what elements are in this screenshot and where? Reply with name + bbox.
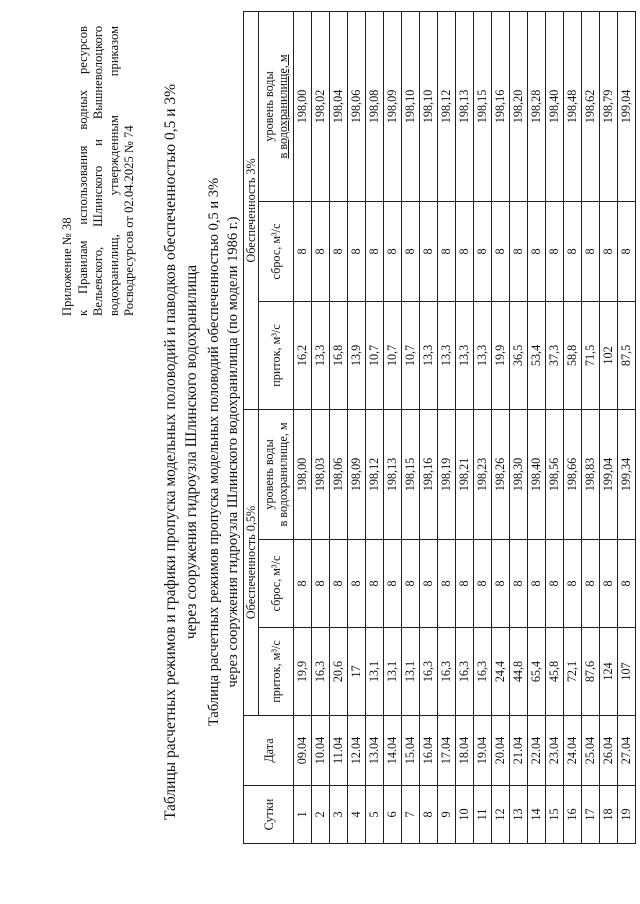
cell-inflow-05: 16,3: [420, 628, 438, 716]
table-row: [348, 11, 366, 843]
cell-inflow-3: 13,3: [438, 301, 456, 409]
cell-discharge-3: 8: [330, 201, 348, 301]
header-date: Дата: [244, 716, 294, 786]
cell-day: 2: [312, 786, 330, 844]
cell-inflow-3: 58,8: [564, 301, 582, 409]
cell-level-05: 198,03: [312, 409, 330, 539]
cell-level-05: 198,56: [546, 409, 564, 539]
cell-date: 26.04: [600, 716, 618, 786]
cell-discharge-3: 8: [474, 201, 492, 301]
cell-discharge-05: 8: [582, 540, 600, 628]
header-discharge: сброс, м³/с: [259, 201, 294, 301]
cell-inflow-3: 13,9: [348, 301, 366, 409]
caption-line: через сооружения гидроузла Шлинского водохранилища (по модели 1986 г.): [225, 216, 241, 688]
table-row: [474, 11, 492, 843]
cell-level-3: 199,04: [618, 11, 636, 201]
header-inflow: приток, м³/с: [259, 628, 294, 716]
cell-inflow-3: 87,5: [618, 301, 636, 409]
cell-level-3: 198,12: [438, 11, 456, 201]
header-water-level: [259, 11, 294, 201]
table-row: [618, 11, 636, 843]
cell-inflow-3: 10,7: [384, 301, 402, 409]
appendix-line: водохранилищ, утвержденным приказом: [106, 26, 121, 316]
caption-line: Таблица расчетных режимов пропуска модельных половодий обеспеченностью 0,5 и 3%: [206, 177, 222, 727]
cell-discharge-05: 8: [294, 540, 312, 628]
cell-level-3: 198,10: [402, 11, 420, 201]
cell-discharge-05: 8: [366, 540, 384, 628]
cell-level-05: 198,06: [330, 409, 348, 539]
cell-date: 13.04: [366, 716, 384, 786]
cell-level-05: 198,13: [384, 409, 402, 539]
cell-discharge-3: 8: [366, 201, 384, 301]
cell-date: 25.04: [582, 716, 600, 786]
appendix-header: [60, 26, 138, 316]
cell-level-05: 198,23: [474, 409, 492, 539]
cell-date: 20.04: [492, 716, 510, 786]
cell-level-3: 198,02: [312, 11, 330, 201]
cell-level-3: 198,08: [366, 11, 384, 201]
header-probability-3: Обеспеченность 3%: [244, 11, 259, 409]
cell-level-3: 198,20: [510, 11, 528, 201]
cell-inflow-3: 102: [600, 301, 618, 409]
cell-date: 15.04: [402, 716, 420, 786]
cell-day: 6: [384, 786, 402, 844]
cell-date: 12.04: [348, 716, 366, 786]
table-caption: [205, 20, 243, 884]
cell-inflow-05: 13,1: [366, 628, 384, 716]
cell-inflow-05: 87,6: [582, 628, 600, 716]
cell-inflow-3: 13,3: [456, 301, 474, 409]
cell-day: 8: [420, 786, 438, 844]
cell-inflow-3: 13,3: [474, 301, 492, 409]
cell-inflow-3: 16,2: [294, 301, 312, 409]
cell-day: 9: [438, 786, 456, 844]
cell-day: 15: [546, 786, 564, 844]
title-line: через сооружения гидроузла Шлинского водохранилища: [183, 264, 200, 640]
cell-level-05: 199,34: [618, 409, 636, 539]
cell-level-3: 198,28: [528, 11, 546, 201]
cell-inflow-05: 13,1: [384, 628, 402, 716]
cell-day: 3: [330, 786, 348, 844]
cell-discharge-05: 8: [438, 540, 456, 628]
cell-inflow-3: 19,9: [492, 301, 510, 409]
cell-discharge-05: 8: [456, 540, 474, 628]
cell-discharge-3: 8: [618, 201, 636, 301]
header-inflow: приток, м³/с: [259, 301, 294, 409]
cell-discharge-3: 8: [294, 201, 312, 301]
cell-discharge-05: 8: [546, 540, 564, 628]
table-row: [510, 11, 528, 843]
cell-level-05: 198,21: [456, 409, 474, 539]
table-row: [312, 11, 330, 843]
cell-inflow-05: 20,6: [330, 628, 348, 716]
table-row: [294, 11, 312, 843]
table-row: [546, 11, 564, 843]
cell-inflow-05: 72,1: [564, 628, 582, 716]
cell-day: 14: [528, 786, 546, 844]
header-probability-05: Обеспеченность 0,5%: [244, 409, 259, 715]
cell-discharge-3: 8: [528, 201, 546, 301]
cell-level-05: 198,00: [294, 409, 312, 539]
cell-day: 1: [294, 786, 312, 844]
cell-date: 19.04: [474, 716, 492, 786]
cell-discharge-3: 8: [582, 201, 600, 301]
cell-level-3: 198,16: [492, 11, 510, 201]
cell-day: 10: [456, 786, 474, 844]
cell-level-05: 198,15: [402, 409, 420, 539]
cell-day: 7: [402, 786, 420, 844]
table-row: [438, 11, 456, 843]
cell-inflow-05: 16,3: [438, 628, 456, 716]
title-line: Таблицы расчетных режимов и графики пропуска модельных половодий и паводков обеспеченностью 0,5 и 3%: [162, 83, 179, 821]
table-row: [402, 11, 420, 843]
cell-level-3: 198,48: [564, 11, 582, 201]
cell-level-3: 198,04: [330, 11, 348, 201]
table-row: [492, 11, 510, 843]
cell-discharge-05: 8: [492, 540, 510, 628]
level-label-line2: в водохранилище, м: [276, 422, 290, 527]
cell-inflow-3: 13,3: [420, 301, 438, 409]
cell-inflow-3: 53,4: [528, 301, 546, 409]
cell-level-05: 198,83: [582, 409, 600, 539]
cell-inflow-3: 16,8: [330, 301, 348, 409]
flood-regime-table: [243, 11, 636, 844]
cell-day: 17: [582, 786, 600, 844]
level-label-line2: в водохранилище, м: [276, 54, 290, 159]
cell-discharge-05: 8: [618, 540, 636, 628]
appendix-line: к Правилам использования водных ресурсов: [75, 26, 90, 316]
cell-inflow-05: 19,9: [294, 628, 312, 716]
cell-inflow-05: 16,3: [456, 628, 474, 716]
cell-level-05: 198,26: [492, 409, 510, 539]
table-row: [600, 11, 618, 843]
cell-inflow-3: 10,7: [366, 301, 384, 409]
cell-discharge-05: 8: [330, 540, 348, 628]
cell-day: 12: [492, 786, 510, 844]
cell-level-3: 198,10: [420, 11, 438, 201]
table-body: [294, 11, 636, 843]
header-water-level: [259, 409, 294, 539]
cell-level-3: 198,09: [384, 11, 402, 201]
cell-discharge-05: 8: [474, 540, 492, 628]
cell-discharge-3: 8: [402, 201, 420, 301]
level-label-line1: уровень воды: [262, 439, 276, 510]
cell-discharge-3: 8: [564, 201, 582, 301]
cell-level-05: 198,30: [510, 409, 528, 539]
cell-inflow-3: 36,5: [510, 301, 528, 409]
cell-date: 24.04: [564, 716, 582, 786]
table-row: [528, 11, 546, 843]
document-title: [160, 20, 202, 884]
cell-inflow-05: 65,4: [528, 628, 546, 716]
cell-discharge-05: 8: [510, 540, 528, 628]
cell-date: 11.04: [330, 716, 348, 786]
cell-inflow-05: 107: [618, 628, 636, 716]
cell-discharge-05: 8: [564, 540, 582, 628]
cell-day: 18: [600, 786, 618, 844]
cell-date: 14.04: [384, 716, 402, 786]
cell-date: 22.04: [528, 716, 546, 786]
cell-discharge-05: 8: [600, 540, 618, 628]
cell-day: 19: [618, 786, 636, 844]
cell-inflow-3: 10,7: [402, 301, 420, 409]
cell-level-05: 198,66: [564, 409, 582, 539]
cell-inflow-3: 71,5: [582, 301, 600, 409]
cell-discharge-3: 8: [600, 201, 618, 301]
cell-discharge-3: 8: [438, 201, 456, 301]
cell-level-05: 198,09: [348, 409, 366, 539]
cell-date: 17.04: [438, 716, 456, 786]
cell-date: 10.04: [312, 716, 330, 786]
cell-level-3: 198,79: [600, 11, 618, 201]
cell-discharge-05: 8: [312, 540, 330, 628]
level-label-line1: уровень воды: [262, 71, 276, 142]
cell-day: 5: [366, 786, 384, 844]
table-row: [384, 11, 402, 843]
cell-discharge-3: 8: [348, 201, 366, 301]
cell-inflow-05: 13,1: [402, 628, 420, 716]
cell-date: 18.04: [456, 716, 474, 786]
cell-level-3: 198,13: [456, 11, 474, 201]
cell-discharge-3: 8: [312, 201, 330, 301]
cell-date: 27.04: [618, 716, 636, 786]
header-day: Сутки: [244, 786, 294, 844]
rotated-content: [20, 20, 633, 884]
cell-level-05: 198,16: [420, 409, 438, 539]
table-row: [366, 11, 384, 843]
cell-discharge-3: 8: [384, 201, 402, 301]
appendix-number: Приложение № 38: [60, 217, 74, 316]
cell-inflow-05: 44,8: [510, 628, 528, 716]
cell-discharge-05: 8: [384, 540, 402, 628]
cell-level-05: 198,19: [438, 409, 456, 539]
cell-day: 13: [510, 786, 528, 844]
cell-level-3: 198,06: [348, 11, 366, 201]
cell-level-3: 198,00: [294, 11, 312, 201]
cell-level-3: 198,40: [546, 11, 564, 201]
cell-inflow-05: 16,3: [312, 628, 330, 716]
cell-day: 11: [474, 786, 492, 844]
table-row: [564, 11, 582, 843]
cell-level-3: 198,62: [582, 11, 600, 201]
cell-date: 21.04: [510, 716, 528, 786]
cell-discharge-3: 8: [510, 201, 528, 301]
cell-inflow-05: 16,3: [474, 628, 492, 716]
cell-inflow-3: 37,3: [546, 301, 564, 409]
table-row: [420, 11, 438, 843]
cell-discharge-3: 8: [420, 201, 438, 301]
cell-date: 23.04: [546, 716, 564, 786]
table-row: [582, 11, 600, 843]
cell-inflow-3: 13,3: [312, 301, 330, 409]
cell-discharge-3: 8: [456, 201, 474, 301]
cell-day: 16: [564, 786, 582, 844]
appendix-line: Росводресурсов от 02.04.2025 № 74: [122, 125, 136, 316]
cell-date: 16.04: [420, 716, 438, 786]
cell-inflow-05: 24,4: [492, 628, 510, 716]
cell-day: 4: [348, 786, 366, 844]
cell-inflow-05: 124: [600, 628, 618, 716]
appendix-line: Вельевского, Шлинского и Вышневолоцкого: [91, 26, 105, 316]
cell-inflow-05: 17: [348, 628, 366, 716]
cell-discharge-3: 8: [492, 201, 510, 301]
cell-level-05: 198,12: [366, 409, 384, 539]
cell-discharge-05: 8: [348, 540, 366, 628]
cell-discharge-05: 8: [528, 540, 546, 628]
cell-discharge-05: 8: [402, 540, 420, 628]
header-discharge: сброс, м³/с: [259, 540, 294, 628]
cell-date: 09.04: [294, 716, 312, 786]
cell-discharge-05: 8: [420, 540, 438, 628]
cell-level-3: 198,15: [474, 11, 492, 201]
cell-inflow-05: 45,8: [546, 628, 564, 716]
table-row: [456, 11, 474, 843]
cell-level-05: 199,04: [600, 409, 618, 539]
cell-discharge-3: 8: [546, 201, 564, 301]
cell-level-05: 198,40: [528, 409, 546, 539]
table-row: [330, 11, 348, 843]
